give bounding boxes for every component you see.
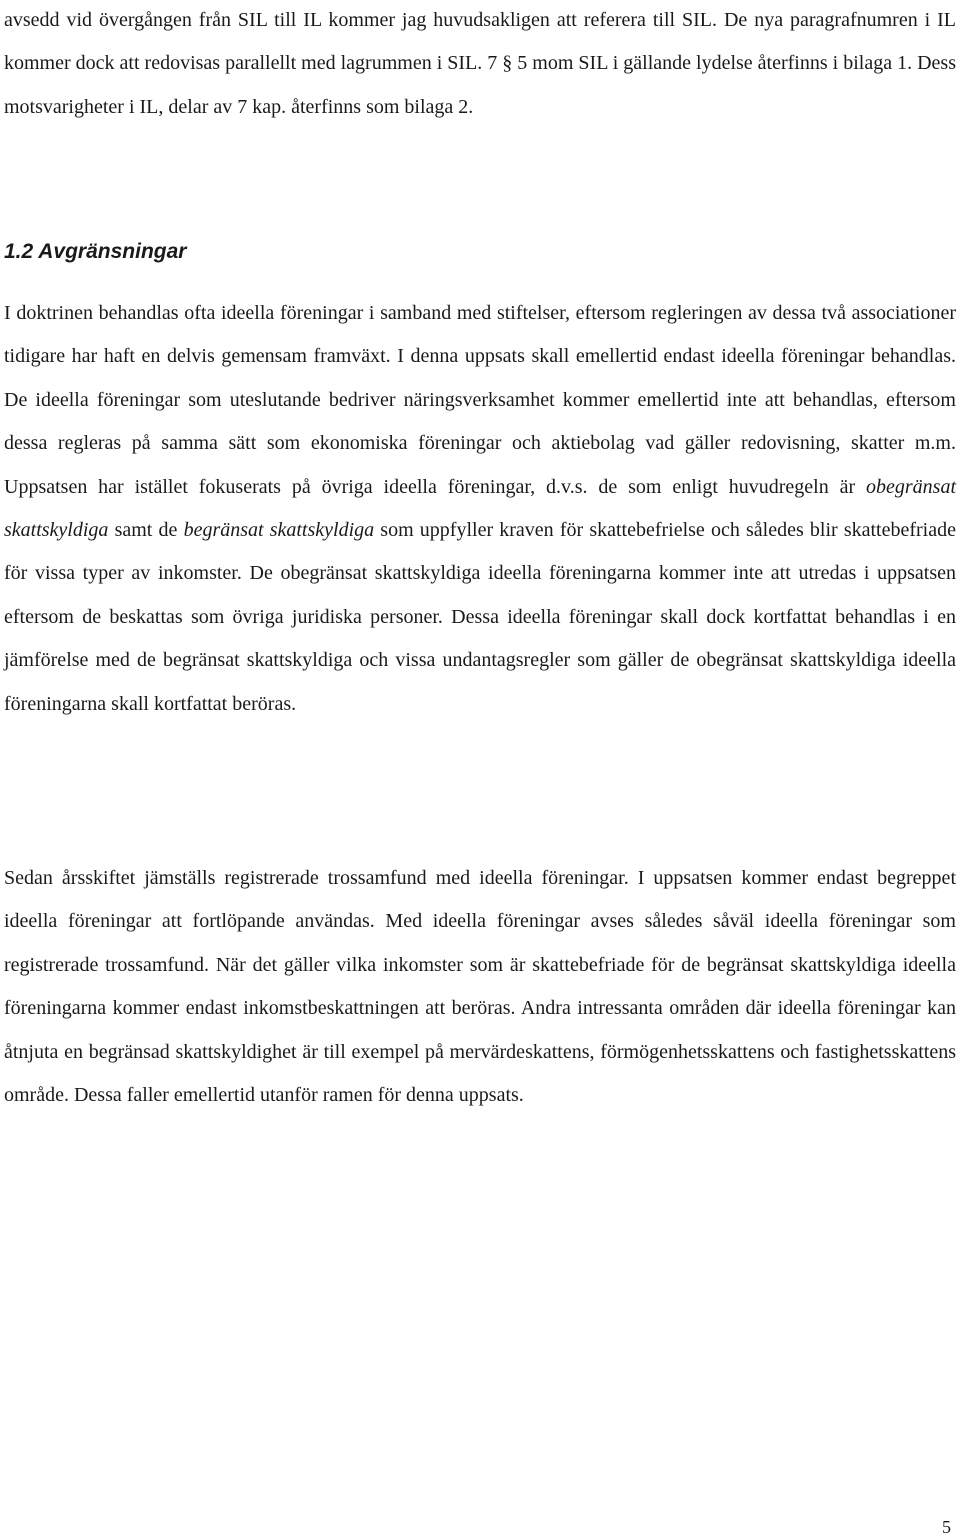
paragraph-scope-italic-2: begränsat skattskyldiga	[183, 519, 375, 542]
paragraph-scope-text-3: som uppfyller kraven för skattebefrielse och således blir skattebefriade för vissa typer av inkomster. De obegränsat skattskyldiga ideella föreningarna kommer inte att utredas i uppsatsen eftersom de beskattas som övriga juridiska personer. Dessa ideella föreningar skall dock kortfattat behandlas i en jämförelse med de begränsat skattskyldiga och vissa undantagsregler som gäller de obegränsat skattskyldiga ideella föreningarna skall kortfattat beröras.	[4, 519, 956, 715]
paragraph-scope-text-2: samt de	[108, 519, 184, 542]
paragraph-scope-text-1: I doktrinen behandlas ofta ideella föreningar i samband med stiftelser, eftersom regleringen av dessa två associationer tidigare har haft en delvis gemensam framväxt. I denna uppsats skall emellertid endast ideella föreningar behandlas. De ideella föreningar som uteslutande bedriver näringsverksamhet kommer emellertid inte att behandlas, eftersom dessa regleras på samma sätt som ekonomiska föreningar och aktiebolag vad gäller redovisning, skatter m.m. Uppsatsen har istället fokuserats på övriga ideella föreningar, d.v.s. de som enligt huvudregeln är	[4, 302, 956, 498]
section-heading: 1.2 Avgränsningar	[4, 240, 187, 263]
paragraph-intro: avsedd vid övergången från SIL till IL kommer jag huvudsakligen att referera till SIL. De nya paragrafnumren i IL kommer dock att redovisas parallellt med lagrummen i SIL. 7 § 5 mom SIL i gällande lydelse återfinns i bilaga 1. Dess motsvarigheter i IL, delar av 7 kap. återfinns som bilaga 2.	[4, 9, 956, 118]
paragraph-trossamfund: Sedan årsskiftet jämställs registrerade trossamfund med ideella föreningar. I uppsatsen kommer endast begreppet ideella föreningar att fortlöpande användas. Med ideella föreningar avses således såväl ideella föreningar som registrerade trossamfund. När det gäller vilka inkomster som är skattebefriade för de begränsat skattskyldiga ideella föreningarna kommer endast inkomstbeskattningen att beröras. Andra intressanta områden där ideella föreningar kan åtnjuta en begränsad skattskyldighet är till exempel på mervärdeskattens, förmögenhetsskattens och fastighetsskattens område. Dessa faller emellertid utanför ramen för denna uppsats.	[4, 867, 956, 1107]
page-number: 5	[942, 1517, 951, 1537]
paragraph-scope-italic-1: obegränsat skattskyldiga	[4, 475, 956, 542]
paragraph-scope	[4, 292, 956, 726]
